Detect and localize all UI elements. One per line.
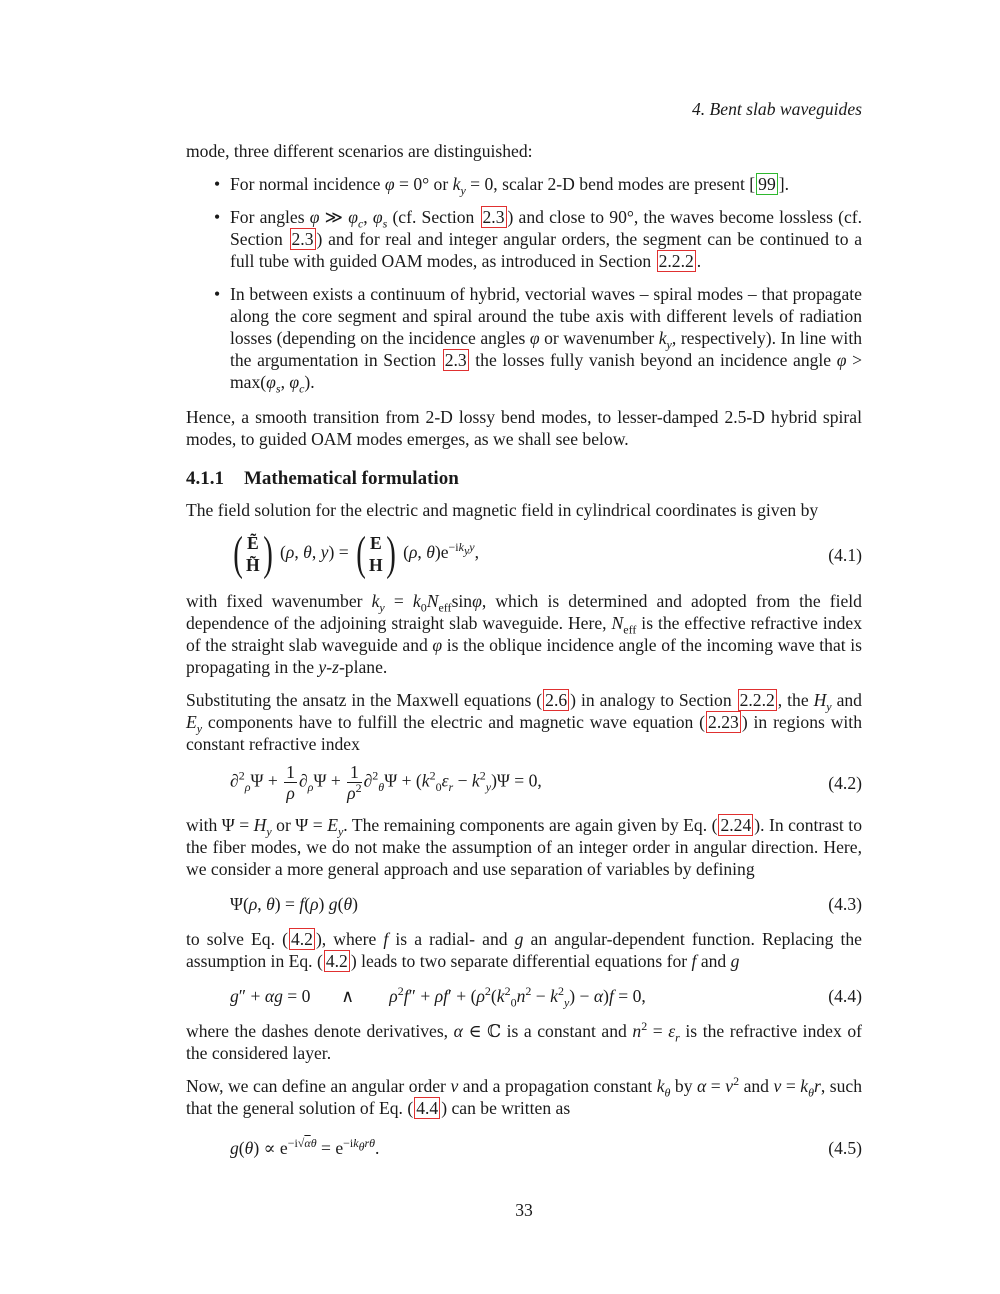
section-link[interactable]: 2.2.2: [739, 690, 775, 710]
equation-4-1: ( Ẽ H̃ ) (ρ, θ, y) = ( E H ) (ρ, $\theta)e^{-ik_yy}$, (4.1): [233, 527, 862, 580]
citation-link[interactable]: 99: [758, 174, 776, 194]
equation-number: (4.5): [828, 1138, 862, 1158]
bullet-icon: •: [214, 207, 221, 227]
equation-link[interactable]: 4.2: [290, 929, 313, 949]
equation-4-5: $g(\theta) \propto e^{-i√\alpha\theta} = e^{-ik_\theta r\theta}$. (4.5): [230, 1136, 862, 1158]
document-page: [186, 0, 862, 1294]
bullet-icon: •: [214, 284, 221, 304]
equation-link[interactable]: 2.23: [708, 712, 739, 732]
paragraph-solve: to solve Eq. ( 4.2 ), where f is a radial- and g an angular-dependent function. Replacing the assumption in Eq. ( 4.2 ) leads to two separate differential equations for f and g: [186, 929, 862, 971]
section-link[interactable]: 2.3: [291, 229, 314, 249]
equation-4-4: g″ + αg = 0 ∧ $\rho^2f'' + \rho f' + (\rho^2(k^2_0n^2 - k^2_y) - \alpha)f = 0$, (4.4): [230, 984, 862, 1010]
equation-link[interactable]: 2.6: [545, 690, 568, 710]
equation-4-2: ∂$^2_\rho$Ψ + $\frac{1}{\rho}$ $\partial_\rho\Psi$ + $\frac{1}{\rho^2}$ $\partial^2_\theta\Psi + (k^2_0\varepsilon_r - k^2_y)\Psi = 0$, (4.2): [230, 762, 862, 803]
paragraph-hence: Hence, a smooth transition from 2-D lossy bend modes, to lesser-damped 2.5-D hybrid spiral modes, to guided OAM modes emerges, as we shall see below.: [186, 407, 862, 449]
scenario-list: [186, 173, 863, 396]
paragraph-field: The field solution for the electric and magnetic field in cylindrical coordinates is given by: [186, 500, 819, 520]
equation-number: (4.1): [828, 545, 862, 565]
intro-text: mode, three different scenarios are distinguished:: [186, 141, 533, 161]
page-number: 33: [515, 1200, 533, 1220]
running-header: 4. Bent slab waveguides: [691, 99, 862, 119]
equation-number: (4.4): [828, 986, 862, 1006]
paragraph-now: Now, we can define an angular order ν and a propagation constant $k_\theta$ by $\alpha = \nu^2$ and $\nu = k_\theta r$, such that the general solution of Eq. ( 4.4 ) can be written as: [186, 1074, 863, 1118]
list-item: • For angles φ ≫ $\varphi_c$, $\varphi_s$ (cf. Section 2.3 ) and close to 90°, the waves become lossless (cf. Section 2.3 ) and for real and integer angular orders, the segment can be continued to a full tube with guided OAM modes, as introduced in Section 2.2.2 .: [214, 207, 863, 271]
bullet-icon: •: [214, 174, 221, 194]
equation-link[interactable]: 4.2: [325, 951, 348, 971]
list-item: • For normal incidence φ = 0° or $k_y = 0$, scalar 2-D bend modes are present [ 99 ].: [214, 174, 790, 198]
list-item: • In between exists a continuum of hybrid, vectorial waves – spiral modes – that propagate along the core segment and spiral around the tube axis with different levels of radiation losses (depending on the incidence angles φ or wavenumber $k_y$, respectively). In line with the argumentation in Section 2.3 the losses fully vanish beyond an incidence angle $\varphi > \max(\varphi_s$, $\varphi_c$).: [214, 284, 862, 396]
paragraph-with-psi: with $\Psi = H_y$ or $\Psi = E_y$. The remaining components are again given by Eq. ( 2.24 ). In contrast to the fiber modes, we do not make the assumption of an integer order in angular direction. Here, we consider a more general approach and use separation of variables by defining: [186, 815, 862, 879]
equation-link[interactable]: 2.24: [720, 815, 752, 835]
equation-link[interactable]: 4.4: [416, 1098, 439, 1118]
paragraph-wavenumber: with fixed wavenumber $k_y = k_0N_{eff}\sin\varphi$, which is determined and adopted from the field dependence of the adjoining straight slab waveguide. Here, $N_{eff}$ is the effective refractive index of the straight slab waveguide and φ is the oblique incidence angle of the incoming wave that is propagating in the y-z-plane.: [186, 591, 863, 677]
section-link[interactable]: 2.3: [444, 350, 467, 370]
paragraph-substituting: Substituting the ansatz in the Maxwell equations ( 2.6 ) in analogy to Section 2.2.2 , the $H_y$ and $E_y$ components have to fulfill the electric and magnetic wave equation ( 2.23 ) in regions with constant refractive index: [186, 690, 862, 754]
math-inline: φ: [384, 174, 395, 194]
section-heading: 4.1.1 Mathematical formulation: [186, 468, 459, 489]
section-link[interactable]: 2.2.2: [658, 251, 694, 271]
equation-4-3: Ψ(ρ, θ) = f(ρ) g(θ) (4.3): [230, 894, 862, 914]
section-link[interactable]: 2.3: [482, 207, 505, 227]
equation-number: (4.3): [828, 894, 862, 914]
paragraph-dashes: where the dashes denote derivatives, α ∈ ℂ is a constant and $n^2 = \varepsilon_r$ is the refractive index of the considered layer.: [186, 1019, 862, 1063]
equation-number: (4.2): [828, 773, 862, 793]
